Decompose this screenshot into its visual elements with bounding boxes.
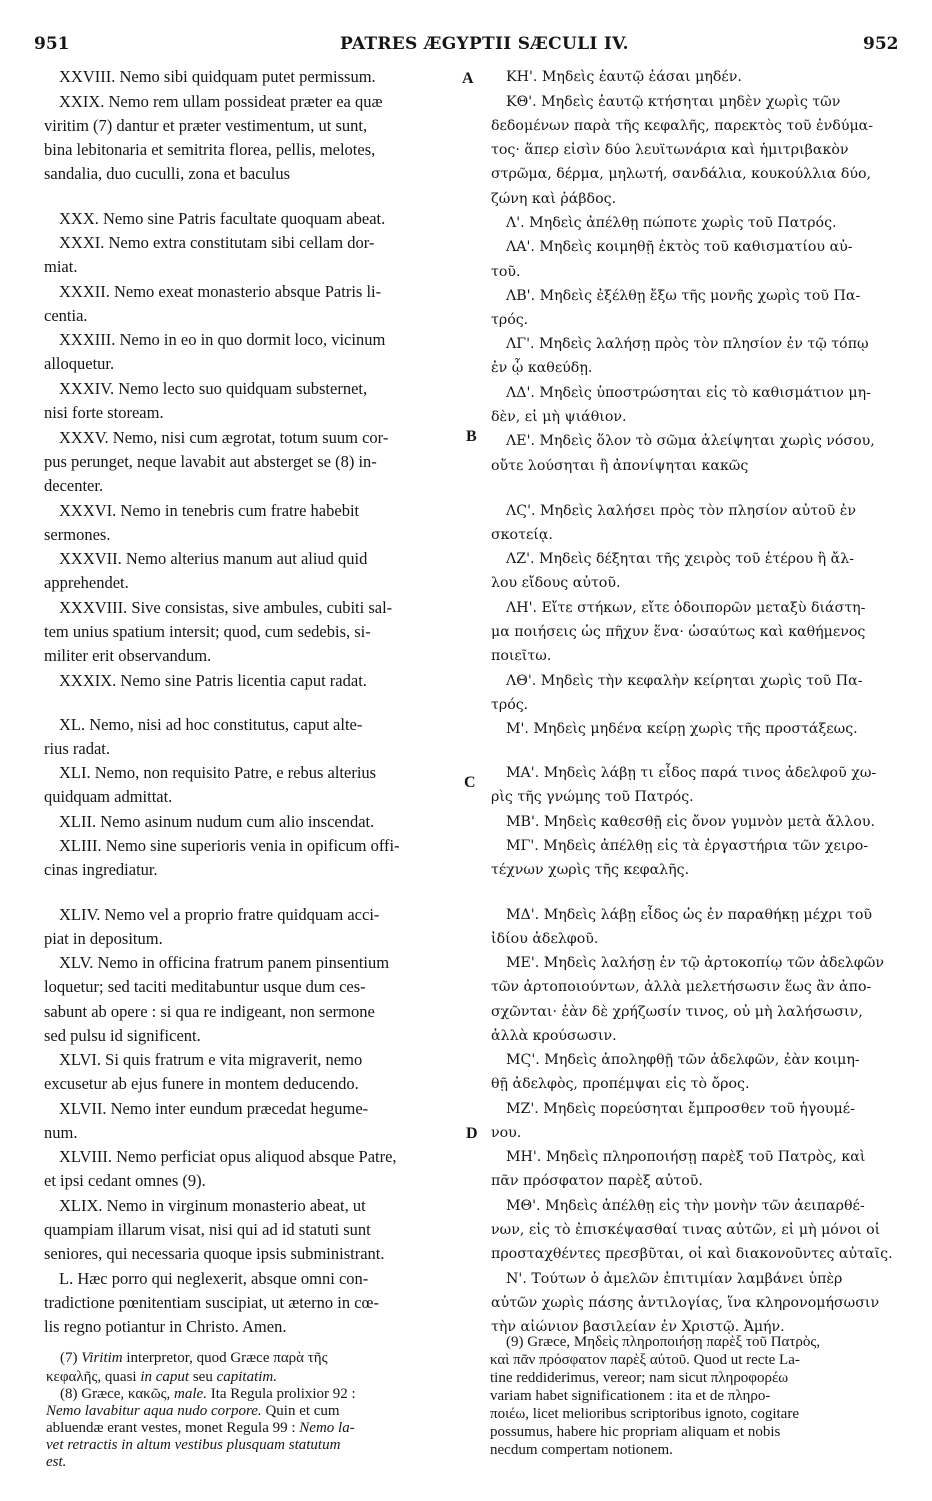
latin-text-line: XXXII. Nemo exeat monasterio absque Patris li- bbox=[59, 282, 382, 301]
latin-text-line: bina lebitonaria et semitrita florea, pellis, melotes, bbox=[44, 140, 376, 159]
latin-text-line: lis regno potiantur in Christo. Amen. bbox=[44, 1317, 287, 1336]
latin-text-line: nisi forte stoream. bbox=[44, 403, 164, 422]
margin-marker-b: B bbox=[466, 428, 477, 445]
latin-text-line: loquetur; sed taciti meditabuntur usque dum ces- bbox=[44, 977, 366, 996]
latin-text-line: centia. bbox=[44, 306, 88, 325]
greek-text-line: οὔτε λούσηται ἢ ἀπονίψηται κακῶς bbox=[491, 458, 749, 474]
greek-text-line: τρός. bbox=[491, 697, 529, 713]
greek-text-line: πᾶν πρόσφατον παρὲξ αὐτοῦ. bbox=[491, 1173, 703, 1189]
footnote-fragment: Quin et cum bbox=[261, 1403, 340, 1419]
latin-text-line: XLVII. Nemo inter eundum præcedat hegume- bbox=[59, 1099, 369, 1118]
footnote-fragment: interpretor, quod Græce παρὰ τῆς bbox=[122, 1350, 328, 1366]
footnote-fragment: κεφαλῆς, quasi bbox=[46, 1369, 141, 1385]
latin-text-line: XL. Nemo, nisi ad hoc constitutus, caput alte- bbox=[59, 715, 363, 734]
footnote-line bbox=[60, 1350, 328, 1367]
footnote-line: possumus, habere hic propriam aliquam et nobis bbox=[490, 1424, 781, 1440]
greek-text-line: δὲν, εἰ μὴ ψιάθιον. bbox=[491, 409, 627, 425]
latin-text-line: rius radat. bbox=[44, 739, 110, 758]
latin-text-line: tem unius spatium intersit; quod, cum sedebis, si- bbox=[44, 622, 371, 641]
footnote-fragment: abluendæ erant vestes, monet Regula 99 : bbox=[46, 1420, 300, 1436]
greek-text-line: νων, εἰς τὸ ἐπισκέψασθαί τινας αὐτῶν, εἰ μὴ μόνοι οἱ bbox=[491, 1222, 881, 1238]
running-title: PATRES ÆGYPTII SÆCULI IV. bbox=[340, 34, 629, 54]
greek-text-line: Ν'. Τούτων ὁ ἀμελῶν ἐπιτιμίαν λαμβάνει ὑπὲρ bbox=[506, 1271, 843, 1287]
greek-text-line: ΛΑ'. Μηδεὶς κοιμηθῇ ἐκτὸς τοῦ καθισματίου αὐ- bbox=[506, 239, 853, 255]
footnote-fragment: seu bbox=[189, 1369, 217, 1385]
greek-text-line: ΚΗ'. Μηδεὶς ἑαυτῷ ἐάσαι μηδέν. bbox=[506, 69, 742, 85]
latin-text-line: XXXVIII. Sive consistas, sive ambules, cubiti sal- bbox=[59, 598, 393, 617]
footnote-fragment: Nemo lavabitur aqua nudo corpore. bbox=[46, 1403, 262, 1419]
margin-marker-c: C bbox=[464, 774, 476, 791]
right-page-number: 952 bbox=[863, 34, 899, 54]
greek-text-line: ΜΔ'. Μηδεὶς λάβῃ εἶδος ὡς ἐν παραθήκῃ μέχρι τοῦ bbox=[506, 907, 872, 923]
greek-text-line: ΛϚ'. Μηδεὶς λαλήσει πρὸς τὸν πλησίον αὐτοῦ ἐν bbox=[506, 503, 857, 519]
greek-text-line: προσταχθέντες πρεσβῦται, οἱ καὶ διακονοῦντες αὐταῖς. bbox=[491, 1246, 893, 1262]
footnote-fragment: in caput bbox=[140, 1369, 190, 1385]
footnote-line bbox=[46, 1369, 277, 1386]
latin-text-line: militer erit observandum. bbox=[44, 646, 212, 665]
greek-text-line: σχῶνται· ἐὰν δὲ χρήζωσίν τινος, οὐ μὴ λαλήσωσιν, bbox=[491, 1004, 863, 1020]
left-page-number: 951 bbox=[34, 34, 70, 54]
greek-text-line: ΛΗ'. Εἴτε στήκων, εἴτε ὁδοιπορῶν μεταξὺ διάστη- bbox=[506, 600, 866, 616]
latin-text-line: sermones. bbox=[44, 525, 111, 544]
greek-text-line: Μ'. Μηδεὶς μηδένα κείρῃ χωρὶς τῆς προστάξεως. bbox=[506, 721, 858, 737]
latin-text-line: viritim (7) dantur et præter vestimentum, ut sunt, bbox=[44, 116, 368, 135]
greek-text-line: ΜΖ'. Μηδεὶς πορεύσηται ἔμπροσθεν τοῦ ἡγουμέ- bbox=[506, 1101, 855, 1117]
greek-text-line: τῶν ἀρτοποιούντων, ἀλλὰ μελετήσωσιν ἕως ἂν ἀπο- bbox=[491, 979, 872, 995]
latin-text-line: quidquam admittat. bbox=[44, 787, 173, 806]
latin-text-line: XLV. Nemo in officina fratrum panem pinsentium bbox=[59, 953, 390, 972]
latin-text-line: apprehendet. bbox=[44, 573, 129, 592]
latin-text-line: decenter. bbox=[44, 476, 104, 495]
footnote-line bbox=[46, 1437, 340, 1454]
greek-text-line: νου. bbox=[491, 1125, 522, 1141]
footnote-line bbox=[60, 1386, 356, 1403]
latin-text-line: et ipsi cedant omnes (9). bbox=[44, 1171, 206, 1190]
footnote-line bbox=[46, 1403, 340, 1420]
latin-text-line: XXIX. Nemo rem ullam possideat præter ea quæ bbox=[59, 92, 383, 111]
greek-text-line: ΜΑ'. Μηδεὶς λάβῃ τι εἶδος παρά τινος ἀδελφοῦ χω- bbox=[506, 765, 877, 781]
latin-text-line: XLIV. Nemo vel a proprio fratre quidquam acci- bbox=[59, 905, 380, 924]
greek-text-line: ΚΘ'. Μηδεὶς ἑαυτῷ κτήσηται μηδὲν χωρὶς τῶν bbox=[506, 94, 841, 110]
greek-text-line: ΛΒ'. Μηδεὶς ἐξέλθῃ ἔξω τῆς μονῆς χωρὶς τοῦ Πα- bbox=[506, 288, 861, 304]
greek-text-line: ΛΕ'. Μηδεὶς ὅλον τὸ σῶμα ἀλείψηται χωρὶς νόσου, bbox=[506, 433, 875, 449]
latin-text-line: XLVI. Si quis fratrum e vita migraverit, nemo bbox=[59, 1050, 363, 1069]
footnote-fragment: est. bbox=[46, 1454, 67, 1470]
latin-text-line: XXXV. Nemo, nisi cum ægrotat, totum suum cor- bbox=[59, 428, 389, 447]
greek-text-line: ἰδίου ἀδελφοῦ. bbox=[491, 931, 599, 947]
greek-text-line: ΜΒ'. Μηδεὶς καθεσθῇ εἰς ὄνον γυμνὸν μετὰ ἄλλου. bbox=[506, 814, 875, 830]
greek-text-line: ἀλλὰ κρούσωσιν. bbox=[491, 1028, 617, 1044]
greek-text-line: μα ποιήσεις ὡς πῆχυν ἕνα· ὡσαύτως καὶ καθήμενος bbox=[491, 624, 866, 640]
latin-text-line: excusetur ab ejus funere in montem deducendo. bbox=[44, 1074, 359, 1093]
greek-text-line: ΜΗ'. Μηδεὶς πληροποιήσῃ παρὲξ τοῦ Πατρὸς, καὶ bbox=[506, 1149, 866, 1165]
footnote-fragment: (7) bbox=[60, 1350, 82, 1366]
latin-text-line: XXXIV. Nemo lecto suo quidquam substernet, bbox=[59, 379, 368, 398]
greek-text-line: ΜΓ'. Μηδεὶς ἀπέλθῃ εἰς τὰ ἐργαστήρια τῶν χειρο- bbox=[506, 838, 869, 854]
latin-text-line: num. bbox=[44, 1123, 78, 1142]
latin-text-line: XLI. Nemo, non requisito Patre, e rebus alterius bbox=[59, 763, 377, 782]
footnote-fragment: vet retractis in altum vestibus plusquam statutum bbox=[46, 1437, 341, 1453]
footnote-fragment: Ita Regula prolixior 92 : bbox=[206, 1386, 356, 1402]
latin-text-line: XXXIX. Nemo sine Patris licentia caput radat. bbox=[59, 671, 367, 690]
latin-text-line: sandalia, duo cuculli, zona et baculus bbox=[44, 164, 291, 183]
footnote-line bbox=[46, 1420, 355, 1437]
latin-text-line: miat. bbox=[44, 257, 78, 276]
greek-text-line: στρῶμα, δέρμα, μηλωτή, σανδάλια, κουκούλλια δύο, bbox=[491, 166, 872, 182]
greek-text-line: ποιεῖτω. bbox=[491, 648, 552, 664]
latin-text-line: piat in depositum. bbox=[44, 929, 163, 948]
latin-text-line: pus perunget, neque lavabit aut absterget se (8) in- bbox=[44, 452, 377, 471]
latin-text-line: XXXIII. Nemo in eo in quo dormit loco, vicinum bbox=[59, 330, 386, 349]
latin-text-line: XLIX. Nemo in virginum monasterio abeat, ut bbox=[59, 1196, 366, 1215]
footnote-fragment: Viritim bbox=[81, 1350, 123, 1366]
latin-text-line: XLVIII. Nemo perficiat opus aliquod absque Patre, bbox=[59, 1147, 397, 1166]
greek-text-line: ΜΘ'. Μηδεὶς ἀπέλθῃ εἰς τὴν μονὴν τῶν ἀειπαρθέ- bbox=[506, 1198, 865, 1214]
footnote-fragment: capitatim. bbox=[216, 1369, 278, 1385]
greek-text-line: τέχνων χωρὶς τῆς κεφαλῆς. bbox=[491, 862, 690, 878]
margin-marker-a: A bbox=[462, 70, 474, 87]
greek-text-line: τρός. bbox=[491, 312, 529, 328]
margin-marker-d: D bbox=[466, 1125, 478, 1142]
footnote-fragment: (8) Græce, κακῶς, bbox=[60, 1386, 175, 1402]
greek-text-line: Λ'. Μηδεὶς ἀπέλθῃ πώποτε χωρὶς τοῦ Πατρός. bbox=[506, 215, 837, 231]
footnote-line bbox=[46, 1454, 66, 1471]
latin-text-line: tradictione pœnitentiam suscipiat, ut æterno in cœ- bbox=[44, 1293, 379, 1312]
greek-text-line: ΜΕ'. Μηδεὶς λαλήσῃ ἐν τῷ ἀρτοκοπίῳ τῶν ἀδελφῶν bbox=[506, 955, 885, 971]
greek-text-line: αὐτῶν χωρὶς πάσης ἀντιλογίας, ἵνα κληρονομήσωσιν bbox=[491, 1295, 880, 1311]
greek-text-line: τοῦ. bbox=[491, 264, 521, 280]
greek-text-line: ΜϚ'. Μηδεὶς ἀποληφθῇ τῶν ἀδελφῶν, ἐὰν κοιμη- bbox=[506, 1052, 860, 1068]
latin-text-line: cinas ingrediatur. bbox=[44, 860, 158, 879]
footnote-line: καὶ πᾶν πρόσφατον παρὲξ αὐτοῦ. Quod ut recte La- bbox=[490, 1352, 800, 1368]
greek-text-line: ἐν ᾧ καθεύδῃ. bbox=[491, 360, 593, 376]
latin-text-line: XLIII. Nemo sine superioris venia in opificum offi- bbox=[59, 836, 400, 855]
latin-text-line: XXXVII. Nemo alterius manum aut aliud quid bbox=[59, 549, 368, 568]
greek-text-line: ΛΘ'. Μηδεὶς τὴν κεφαλὴν κείρηται χωρὶς τοῦ Πα- bbox=[506, 673, 863, 689]
latin-text-line: sed pulsu id significent. bbox=[44, 1026, 201, 1045]
latin-text-line: XXVIII. Nemo sibi quidquam putet permissum. bbox=[59, 67, 376, 86]
footnote-fragment: Nemo la- bbox=[299, 1420, 355, 1436]
latin-text-line: sabunt ab opere : si qua re indigeant, non sermone bbox=[44, 1002, 375, 1021]
latin-text-line: L. Hæc porro qui neglexerit, absque omni con- bbox=[59, 1269, 369, 1288]
latin-text-line: XXXVI. Nemo in tenebris cum fratre habebit bbox=[59, 501, 360, 520]
latin-text-line: seniores, qui necessaria quoque ipsis subministrant. bbox=[44, 1244, 385, 1263]
greek-text-line: ζώνη καὶ ῥάβδος. bbox=[491, 191, 617, 207]
latin-text-line: quampiam illarum visat, nisi qui ad id statuti sunt bbox=[44, 1220, 371, 1239]
greek-text-line: λου εἴδους αὐτοῦ. bbox=[491, 575, 621, 591]
greek-text-line: ΛΓ'. Μηδεὶς λαλήσῃ πρὸς τὸν πλησίον ἐν τῷ τόπῳ bbox=[506, 336, 869, 352]
latin-text-line: XXX. Nemo sine Patris facultate quoquam abeat. bbox=[59, 209, 386, 228]
footnote-line: ποιέω, licet melioribus scriptoribus ignoto, cogitare bbox=[490, 1406, 799, 1422]
footnote-line: necdum compertam notionem. bbox=[490, 1442, 673, 1458]
greek-text-line: θῇ ἀδελφὸς, προπέμψαι εἰς τὸ ὄρος. bbox=[491, 1076, 750, 1092]
greek-text-line: δεδομένων παρὰ τῆς κεφαλῆς, παρεκτὸς τοῦ ἐνδύμα- bbox=[491, 118, 874, 134]
footnote-line: (9) Græce, Μηδεὶς πληροποιήσῃ παρὲξ τοῦ Πατρὸς, bbox=[506, 1334, 821, 1350]
footnote-line: tine reddiderimus, vereor; nam sicut πληροφορέω bbox=[490, 1370, 789, 1386]
greek-text-line: ΛΖ'. Μηδεὶς δέξηται τῆς χειρὸς τοῦ ἑτέρου ἢ ἄλ- bbox=[506, 551, 855, 567]
greek-text-line: τος· ἅπερ εἰσὶν δύο λευϊτωνάρια καὶ ἡμιτριβακὸν bbox=[491, 142, 849, 158]
greek-text-line: σκοτείᾳ. bbox=[491, 527, 553, 543]
footnote-fragment: male. bbox=[174, 1386, 207, 1402]
latin-text-line: XXXI. Nemo extra constitutam sibi cellam dor- bbox=[59, 233, 375, 252]
greek-text-line: ΛΔ'. Μηδεὶς ὑποστρώσηται εἰς τὸ καθισμάτιον μη- bbox=[506, 385, 871, 401]
latin-text-line: XLII. Nemo asinum nudum cum alio inscendat. bbox=[59, 812, 375, 831]
greek-text-line: ρὶς τῆς γνώμης τοῦ Πατρός. bbox=[491, 789, 694, 805]
latin-text-line: alloquetur. bbox=[44, 354, 115, 373]
greek-text-line: τὴν αἰώνιον βασιλείαν ἐν Χριστῷ. Ἀμήν. bbox=[491, 1319, 785, 1335]
footnote-line: variam habet significationem : ita et de πληρο- bbox=[490, 1388, 771, 1404]
